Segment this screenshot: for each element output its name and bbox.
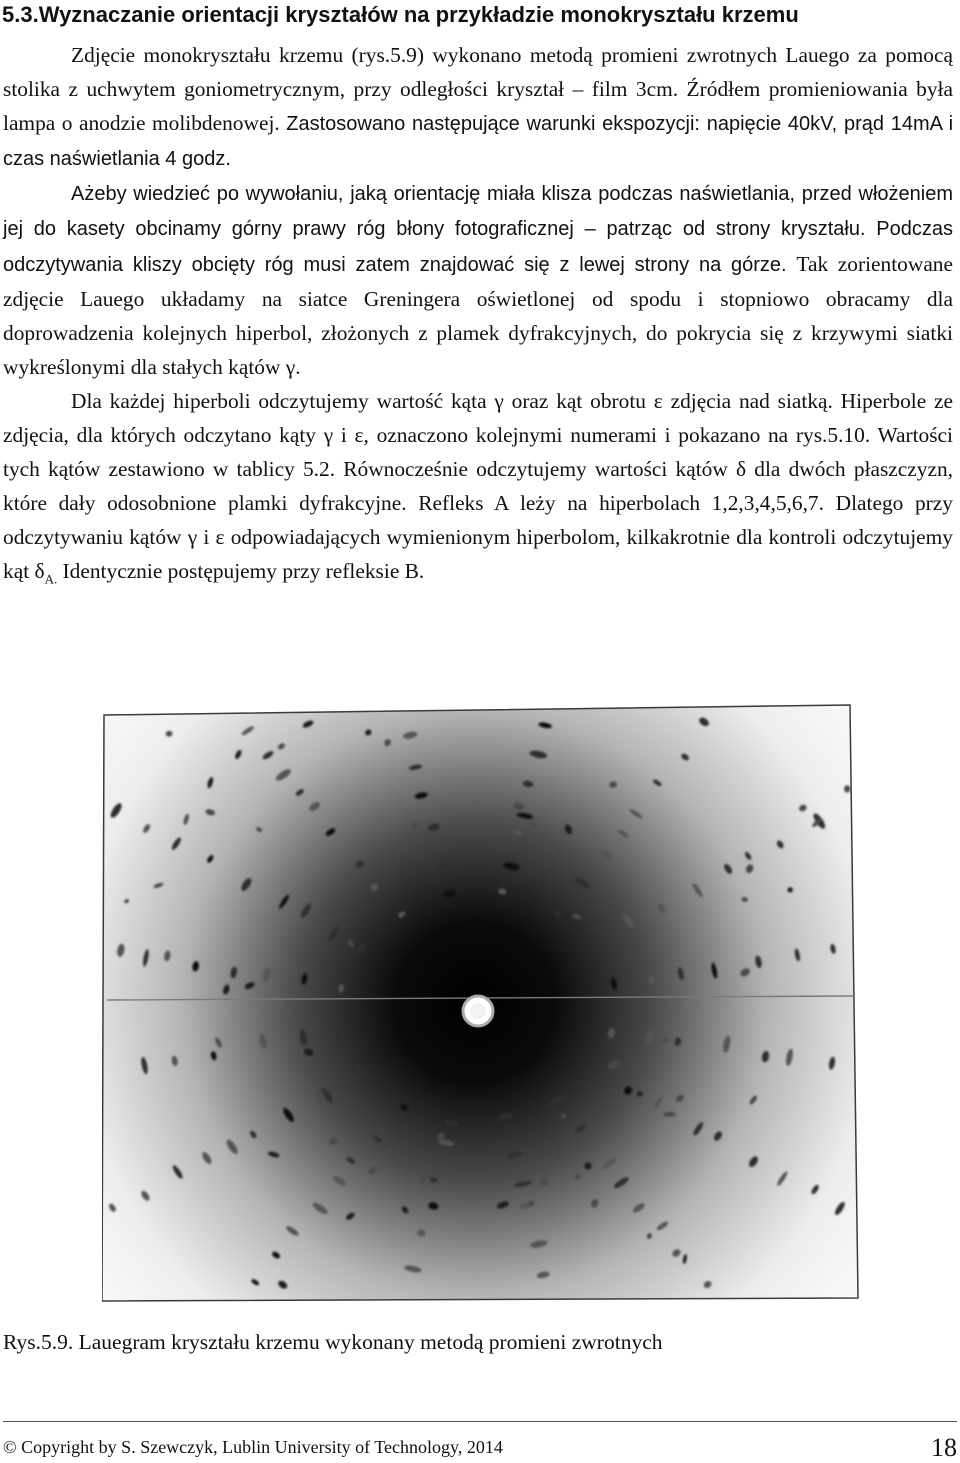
paragraph-1-part-a: Zdjęcie monokryształu krzemu (rys.5.9) wykonano metodą promieni zwrotnych Lauego za pomocą stolika z uchwytem goniometrycznym, przy odległości kryształ – film 3cm. Źródłem promieniowania była lampa o anodzie molibdenowej. bbox=[3, 43, 953, 136]
delta-subscript: A. bbox=[44, 571, 58, 587]
body-text bbox=[3, 38, 953, 589]
paragraph-2 bbox=[3, 176, 953, 384]
paragraph-2-part-a: Ażeby wiedzieć po wywołaniu, jaką orientację miała klisza podczas naświetlania, przed włożeniem jej do kasety obcinamy górny prawy róg błony fotograficznej – patrząc od strony kryształu. Podczas odczytywania kliszy obcięty róg musi zatem znajdować się z lewej strony na górze. bbox=[3, 183, 953, 276]
laue-photograph bbox=[102, 703, 860, 1303]
footer-divider bbox=[3, 1421, 957, 1422]
diffraction-spot bbox=[663, 1112, 676, 1117]
paragraph-1-part-b: Zastosowano następujące warunki ekspozycji: napięcie 40kV, prąd 14mA i czas naświetlania 4 godz. bbox=[3, 113, 954, 171]
primary-beam-center bbox=[470, 1003, 486, 1019]
paragraph-3-part-c: Identycznie postępujemy przy refleksie B. bbox=[57, 559, 425, 584]
footer-copyright: © Copyright by S. Szewczyk, Lublin University of Technology, 2014 bbox=[3, 1437, 503, 1457]
laue-pattern-image bbox=[102, 703, 860, 1303]
page-number: 18 bbox=[931, 1433, 957, 1462]
paragraph-2-part-b: Tak zorientowane zdjęcie Lauego układamy na siatce Greningera oświetlonej od spodu i stopniowo obracamy dla doprowadzenia kolejnych hiperbol, złożonych z plamek dyfrakcyjnych, do pokrycia się z krzywymi siatki wykreślonymi dla stałych kątów γ. bbox=[3, 251, 954, 379]
section-heading: 5.3.Wyznaczanie orientacji kryształów na przykładzie monokryształu krzemu bbox=[2, 2, 799, 27]
paragraph-3 bbox=[3, 384, 953, 589]
paragraph-3-part-a: Dla każdej hiperboli odczytujemy wartość kąta γ oraz kąt obrotu ε zdjęcia nad siatką. Hiperbole ze zdjęcia, dla których odczytano kąty γ i ε, oznaczono kolejnymi numerami i pokazano na rys.5.10. Wartości tych kątów zestawiono w tablicy 5.2. Równocześnie odczytujemy wartości kątów δ dla dwóch płaszczyzn, które dały odosobnione plamki dyfrakcyjne. Refleks A leży na hiperbolach 1,2,3,4,5,6,7. Dlatego przy odczytywaniu kątów γ i ε odpowiadających wymienionym hiperbolom, kilkakrotnie dla kontroli odczytujemy kąt δ bbox=[3, 388, 953, 584]
paragraph-1 bbox=[3, 38, 953, 176]
figure-caption: Rys.5.9. Lauegram kryształu krzemu wykonany metodą promieni zwrotnych bbox=[3, 1330, 663, 1354]
